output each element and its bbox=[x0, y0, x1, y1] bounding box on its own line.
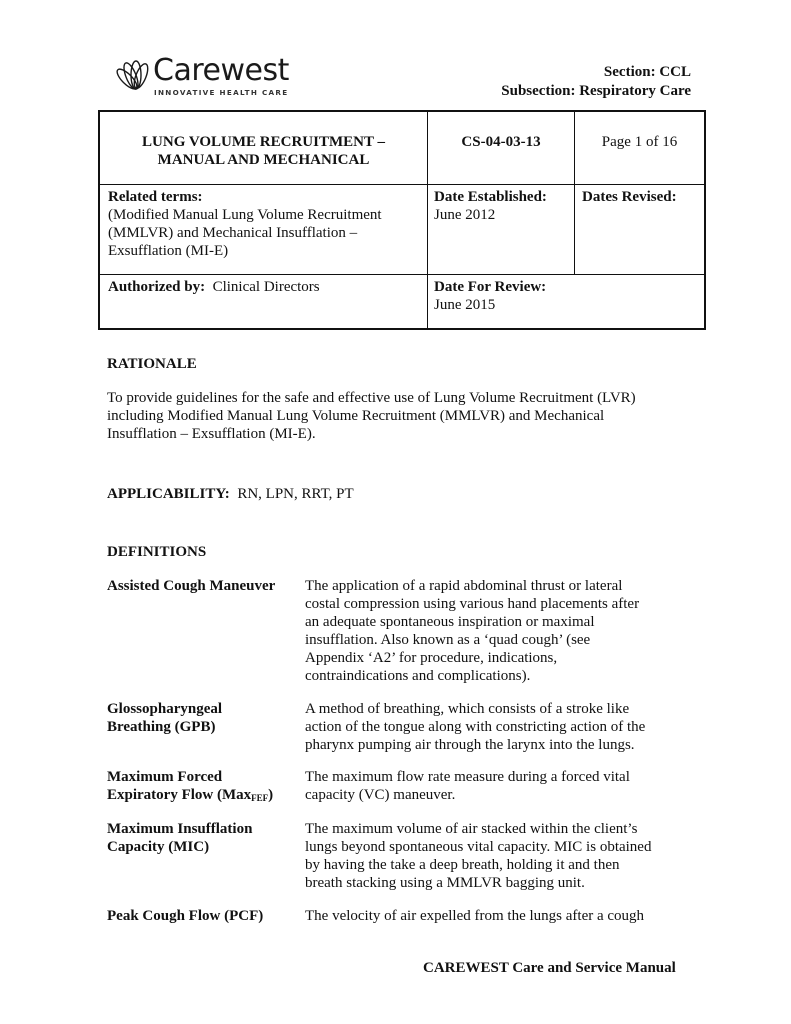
definition-description bbox=[305, 768, 675, 804]
definition-term bbox=[107, 700, 297, 736]
definition-line: Appendix ‘A2’ for procedure, indications, bbox=[305, 650, 558, 666]
definition-term-line: Breathing (GPB) bbox=[107, 719, 216, 735]
section-block bbox=[501, 63, 691, 101]
related-terms-line: (MMLVR) and Mechanical Insufflation – bbox=[108, 225, 358, 241]
dates-revised-label: Dates Revised: bbox=[582, 189, 677, 205]
definition-term: Assisted Cough Maneuver bbox=[107, 578, 276, 594]
definition-line: an adequate spontaneous inspiration or maximal bbox=[305, 614, 595, 630]
table-divider bbox=[100, 184, 704, 185]
definition-description bbox=[305, 577, 675, 685]
definition-line: insufflation. Also known as a ‘quad cough’ (see bbox=[305, 632, 591, 648]
definition-line: The velocity of air expelled from the lungs after a cough bbox=[305, 908, 645, 924]
term-text: ) bbox=[268, 787, 274, 803]
definition-term-line: Maximum Insufflation bbox=[107, 821, 253, 837]
definition-line: The application of a rapid abdominal thrust or lateral bbox=[305, 578, 623, 594]
date-established-value: June 2012 bbox=[434, 207, 496, 223]
date-established-label: Date Established: bbox=[434, 189, 547, 205]
document-number: CS-04-03-13 bbox=[461, 134, 541, 150]
definition-term-line: Capacity (MIC) bbox=[107, 839, 210, 855]
related-terms-label: Related terms: bbox=[108, 189, 203, 205]
definition-line: by having the take a deep breath, holding it and then bbox=[305, 857, 620, 873]
definition-term bbox=[107, 820, 297, 856]
authorized-by-cell bbox=[108, 278, 423, 296]
definition-line: The maximum flow rate measure during a forced vital bbox=[305, 769, 630, 785]
definition-line: The maximum volume of air stacked within the client’s bbox=[305, 821, 638, 837]
definition-line: A method of breathing, which consists of a stroke like bbox=[305, 701, 630, 717]
applicability-label: APPLICABILITY: bbox=[107, 486, 230, 502]
rationale-line: To provide guidelines for the safe and effective use of Lung Volume Recruitment (LVR) bbox=[107, 390, 636, 406]
definition-line: costal compression using various hand placements after bbox=[305, 596, 640, 612]
definitions-heading: DEFINITIONS bbox=[107, 544, 207, 560]
definition-line: lungs beyond spontaneous vital capacity. MIC is obtained bbox=[305, 839, 652, 855]
date-for-review-value: June 2015 bbox=[434, 297, 496, 313]
date-for-review-label: Date For Review: bbox=[434, 279, 547, 295]
related-terms-line: (Modified Manual Lung Volume Recruitment bbox=[108, 207, 382, 223]
document-title bbox=[100, 133, 427, 169]
definition-line: pharynx pumping air through the larynx into the lungs. bbox=[305, 737, 635, 753]
definition-term-line: Glossopharyngeal bbox=[107, 701, 223, 717]
definition-term: Peak Cough Flow (PCF) bbox=[107, 908, 264, 924]
section-label: Section: CCL bbox=[603, 64, 691, 80]
rationale-line: Insufflation – Exsufflation (MI-E). bbox=[107, 426, 316, 442]
page-indicator: Page 1 of 16 bbox=[601, 134, 678, 150]
document-info-table bbox=[98, 110, 706, 330]
definition-term bbox=[107, 768, 297, 807]
carewest-logo bbox=[115, 53, 289, 101]
subsection-label: Subsection: Respiratory Care bbox=[501, 83, 691, 99]
term-subscript: FEF bbox=[251, 793, 269, 803]
logo-wordmark: Carewest bbox=[153, 53, 289, 88]
carewest-leaf-icon bbox=[115, 59, 153, 95]
logo-tagline: INNOVATIVE HEALTH CARE bbox=[154, 88, 289, 97]
definition-term-line: Maximum Forced bbox=[107, 769, 223, 785]
definition-line: breath stacking using a MMLVR bagging unit. bbox=[305, 875, 585, 891]
document-title-line: LUNG VOLUME RECRUITMENT – bbox=[142, 134, 385, 150]
applicability bbox=[107, 485, 354, 503]
document-title-line: MANUAL AND MECHANICAL bbox=[157, 152, 370, 168]
definition-description bbox=[305, 820, 675, 892]
date-established-cell bbox=[434, 188, 574, 224]
authorized-by-value: Clinical Directors bbox=[212, 279, 320, 295]
term-text: Expiratory Flow (Max bbox=[107, 787, 252, 803]
definition-description bbox=[305, 907, 675, 925]
rationale-text bbox=[107, 389, 687, 443]
rationale-line: including Modified Manual Lung Volume Recruitment (MMLVR) and Mechanical bbox=[107, 408, 605, 424]
definition-line: capacity (VC) maneuver. bbox=[305, 787, 456, 803]
authorized-by-label: Authorized by: bbox=[108, 279, 206, 295]
definition-line: action of the tongue along with constricting action of the bbox=[305, 719, 646, 735]
applicability-value: RN, LPN, RRT, PT bbox=[237, 486, 354, 502]
related-terms-line: Exsufflation (MI-E) bbox=[108, 243, 229, 259]
page-footer: CAREWEST Care and Service Manual bbox=[423, 960, 676, 976]
definition-description bbox=[305, 700, 675, 754]
date-for-review-cell bbox=[434, 278, 694, 314]
rationale-heading: RATIONALE bbox=[107, 356, 197, 372]
definition-term-line bbox=[107, 786, 297, 807]
related-terms-cell bbox=[108, 188, 423, 260]
table-divider bbox=[100, 274, 704, 275]
definition-line: contraindications and complications). bbox=[305, 668, 531, 684]
